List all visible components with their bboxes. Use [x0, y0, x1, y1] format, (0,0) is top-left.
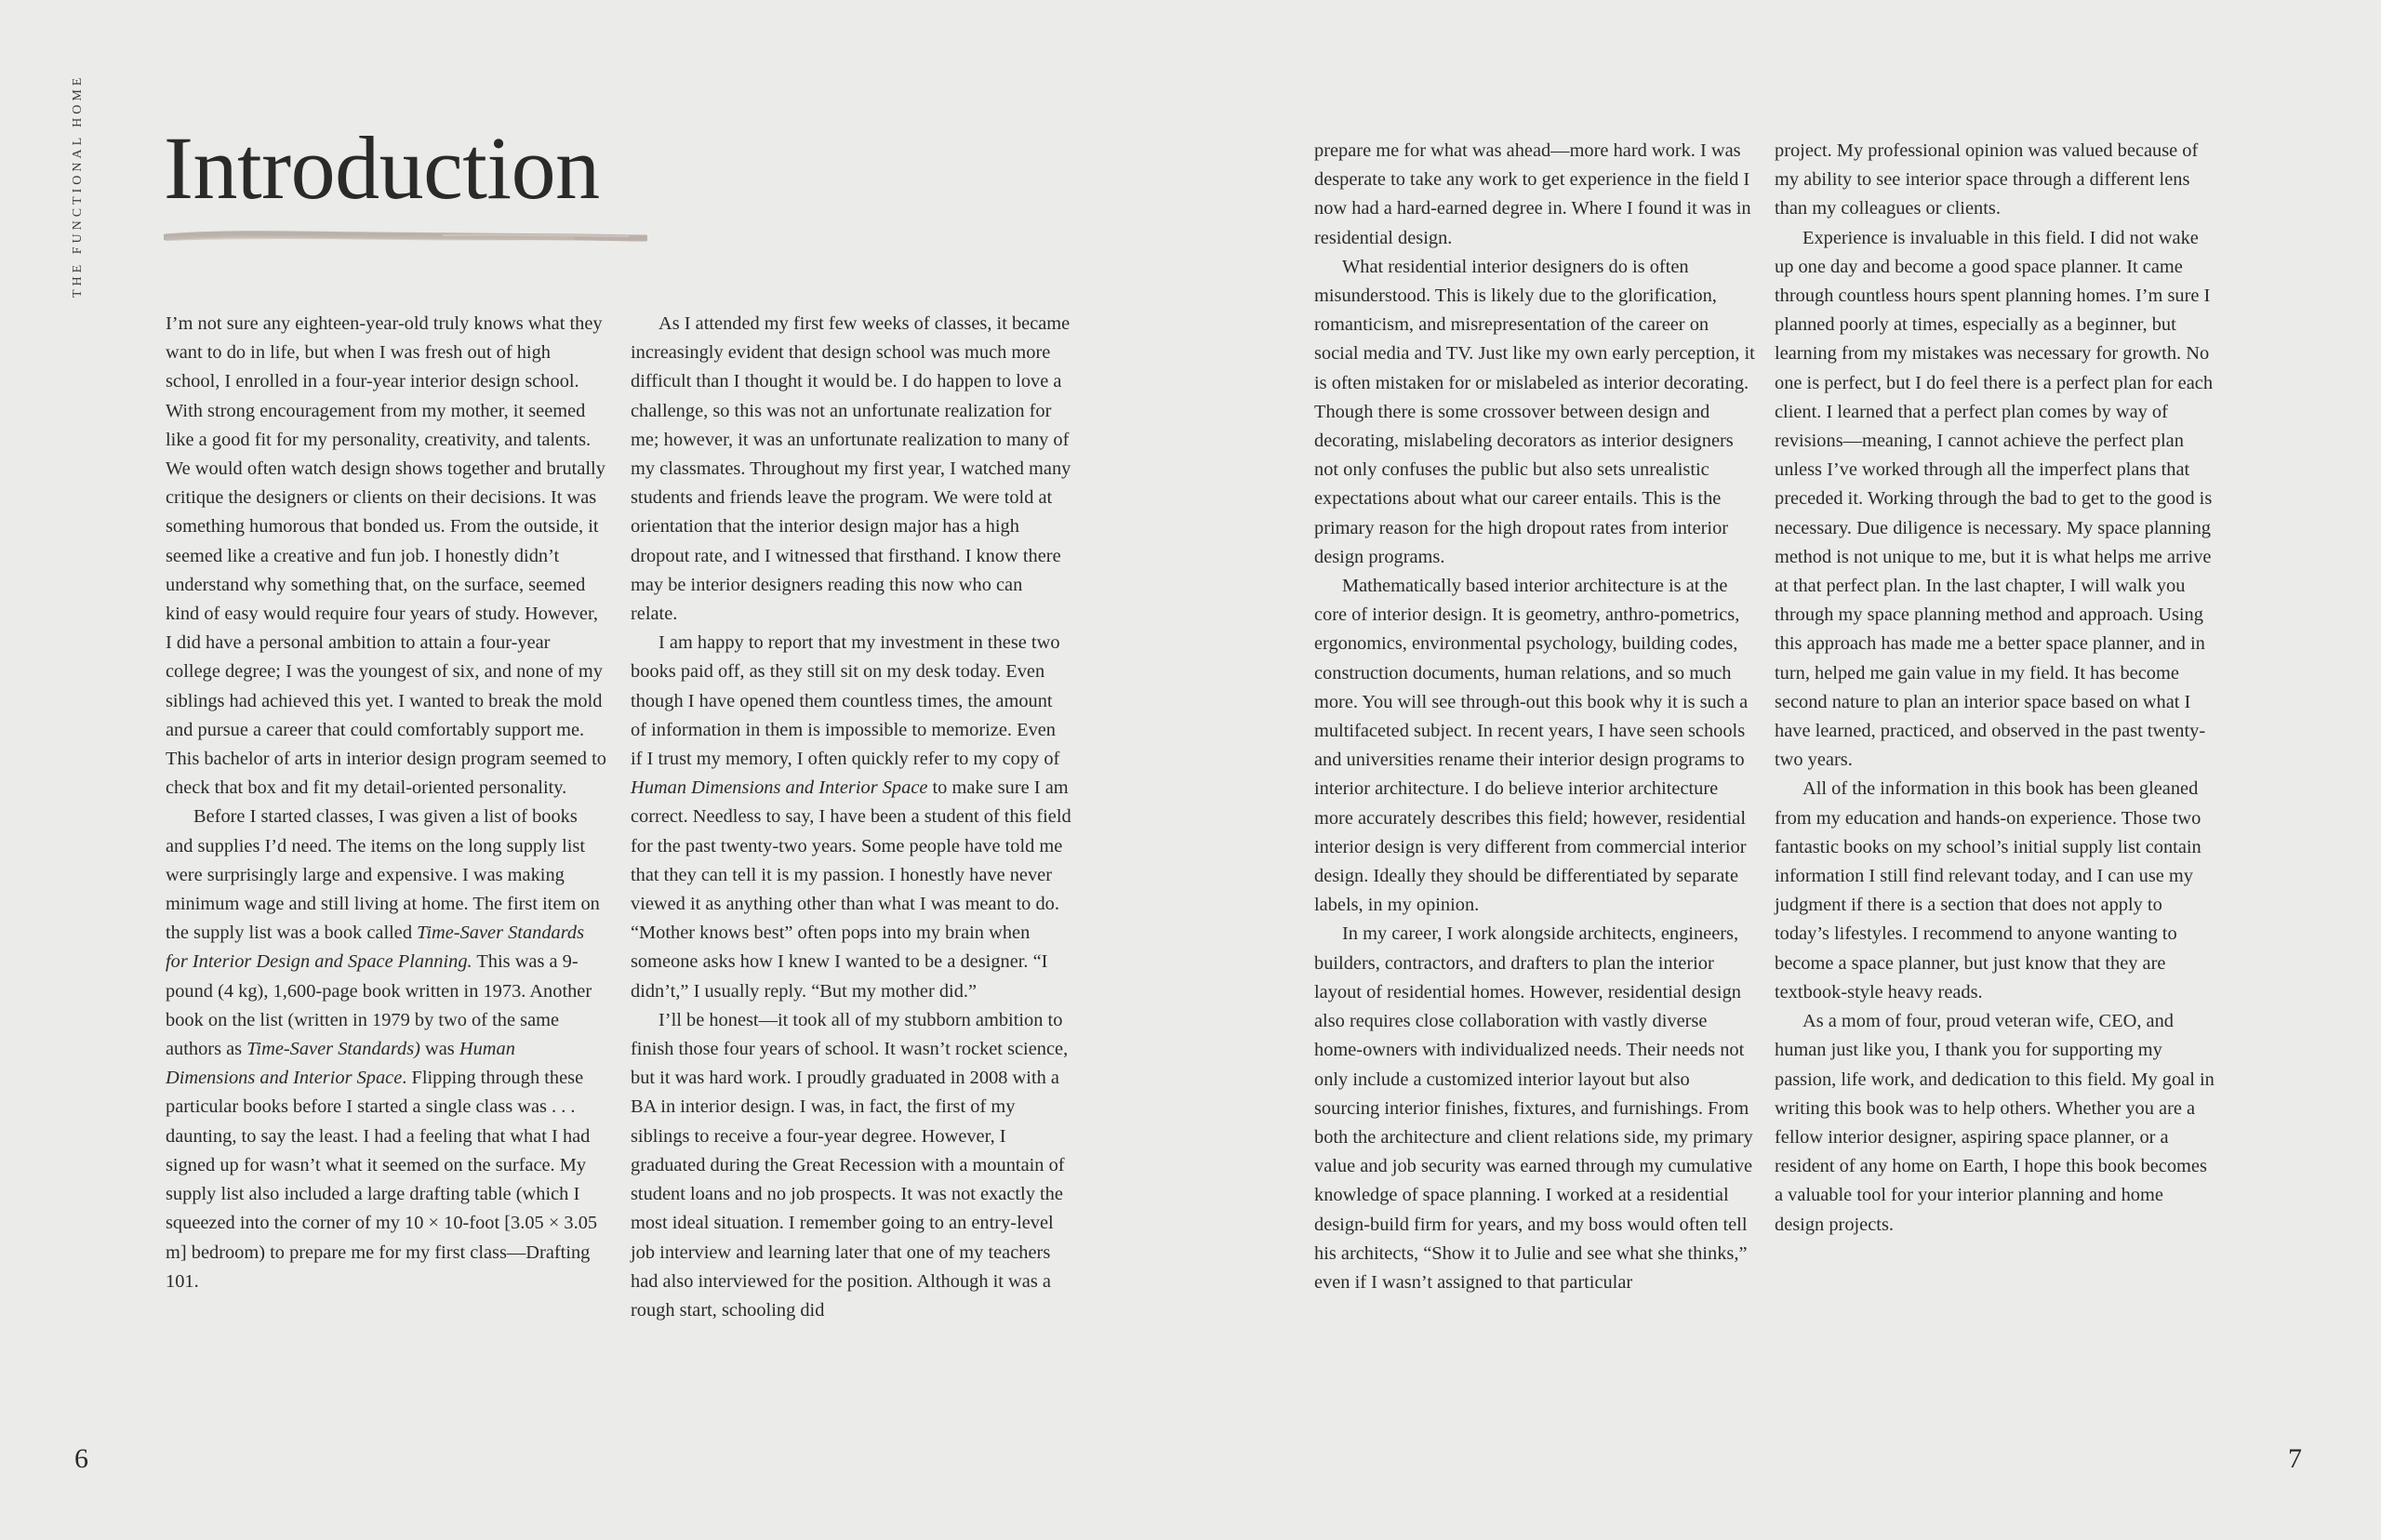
text-column-4 — [1775, 137, 2215, 1240]
text-run: What residential interior designers do is often misunderstood. This is likely due to the glorification, romanticism, and misrepresentation of the career on social media and TV. Just like my own early perception, it is often mistaken for or mislabeled as interior decorating. Though there is some crossover between design and decorating, mislabeling decorators as interior designers not only confuses the public but also sets unrealistic expectations about what our career entails. This is the primary reason for the high dropout rates from interior design programs. — [1314, 256, 1755, 567]
body-paragraph — [166, 803, 606, 1295]
text-run: I’ll be honest—it took all of my stubborn ambition to finish those four years of school. It wasn’t rocket science, but it was hard work. I proudly graduated in 2008 with a BA in interior design. I was, in fact, the first of my siblings to receive a four-year degree. However, I graduated during the Great Recession with a mountain of student loans and no job prospects. It was not exactly the most ideal situation. I remember going to an entry-level job interview and learning later that one of my teachers had also interviewed for the position. Although it was a rough start, schooling did — [631, 1009, 1069, 1321]
text-column-3 — [1314, 137, 1755, 1297]
title-underline-brush-stroke — [164, 227, 647, 247]
body-paragraph — [1314, 253, 1755, 572]
text-column-2 — [631, 310, 1071, 1325]
body-paragraph — [631, 1006, 1071, 1325]
text-run: In my career, I work alongside architects, engineers, builders, contractors, and drafters to plan the interior layout of residential homes. However, residential design also requires close collaboration with vastly diverse home-owners with individualized needs. Their needs not only include a customized interior layout but also sourcing interior finishes, fixtures, and furnishings. From both the architecture and client relations side, my primary value and job security was earned through my cumulative knowledge of space planning. I worked at a residential design-build firm for years, and my boss would often tell his architects, “Show it to Julie and see what she thinks,” even if I wasn’t assigned to that particular — [1314, 923, 1753, 1293]
text-run: project. My professional opinion was valued because of my ability to see interior space through a different lens than my colleagues or clients. — [1775, 140, 2199, 219]
body-paragraph — [1314, 137, 1755, 253]
body-paragraph — [1775, 137, 2215, 224]
italic-book-title: Human Dimensions and Interior Space — [166, 1039, 515, 1089]
page-number-right: 7 — [2288, 1443, 2302, 1474]
running-head: THE FUNCTIONAL HOME — [71, 74, 85, 299]
body-paragraph — [1775, 224, 2215, 776]
italic-book-title: Time-Saver Standards) — [246, 1039, 420, 1060]
page-title: Introduction — [164, 118, 600, 218]
text-run: All of the information in this book has been gleaned from my education and hands-on experience. Those two fantastic books on my school’s initial supply list contain information I still find relevant today, and I can use my judgment if there is a section that does not apply to today’s lifestyles. I recommend to anyone wanting to become a space planner, but just know that they are textbook-style heavy reads. — [1775, 778, 2201, 1002]
text-run: As I attended my first few weeks of classes, it became increasingly evident that design school was much more difficult than I thought it would be. I do happen to love a challenge, so this was not an unfortunate realization for me; however, it was an unfortunate realization to many of my classmates. Throughout my first year, I watched many students and friends leave the program. We were told at orientation that the interior design major has a high dropout rate, and I witnessed that firsthand. I know there may be interior designers reading this now who can relate. — [631, 313, 1071, 625]
page-number-left: 6 — [74, 1443, 88, 1474]
text-run: to make sure I am correct. Needless to say, I have been a student of this field for the past twenty-two years. Some people have told me that they can tell it is my passion. I honestly have never viewed it as anything other than what I was meant to do. “Mother knows best” often pops into my brain when someone asks how I knew I wanted to be a designer. “I didn’t,” I usually reply. “But my mother did.” — [631, 777, 1071, 1002]
text-run: Before I started classes, I was given a list of books and supplies I’d need. The items on the long supply list were surprisingly large and expensive. I was making minimum wage and still living at home. The first item on the supply list was a book called — [166, 806, 600, 944]
body-paragraph — [631, 629, 1071, 1006]
italic-book-title: Time-Saver Standards for Interior Design and Space Planning. — [166, 923, 585, 973]
body-paragraph — [1775, 1007, 2215, 1240]
body-paragraph — [1775, 775, 2215, 1007]
body-paragraph — [1314, 572, 1755, 920]
text-run: I’m not sure any eighteen-year-old truly knows what they want to do in life, but when I was fresh out of high school, I enrolled in a four-year interior design school. With strong encouragement from my mother, it seemed like a good fit for my personality, creativity, and talents. We would often watch design shows together and brutally critique the designers or clients on their decisions. It was something humorous that bonded us. From the outside, it seemed like a creative and fun job. I honestly didn’t understand why something that, on the surface, seemed kind of easy would require four years of study. However, I did have a personal ambition to attain a four-year college degree; I was the youngest of six, and none of my siblings had achieved this yet. I wanted to break the mold and pursue a career that could comfortably support me. This bachelor of arts in interior design program seemed to check that box and fit my detail-oriented personality. — [166, 313, 606, 799]
body-paragraph — [166, 310, 606, 803]
text-run: This was a 9-pound (4 kg), 1,600-page book written in 1973. Another book on the list (written in 1979 by two of the same authors as — [166, 951, 592, 1060]
text-run: prepare me for what was ahead—more hard work. I was desperate to take any work to get experience in the field I now had a hard-earned degree in. Where I found it was in residential design. — [1314, 140, 1751, 248]
body-paragraph — [631, 310, 1071, 629]
text-run: Experience is invaluable in this field. I did not wake up one day and become a good space planner. It came through countless hours spent planning homes. I’m sure I planned poorly at times, especially as a beginner, but learning from my mistakes was necessary for growth. No one is perfect, but I do feel there is a perfect plan for each client. I learned that a perfect plan comes by way of revisions—meaning, I cannot achieve the perfect plan unless I’ve worked through all the imperfect plans that preceded it. Working through the bad to get to the good is necessary. Due diligence is necessary. My space planning method is not unique to me, but it is what helps me arrive at that perfect plan. In the last chapter, I will walk you through my space planning method and approach. Using this approach has made me a better space planner, and in turn, helped me gain value in my field. It has become second nature to plan an interior space based on what I have learned, practiced, and observed in the past twenty-two years. — [1775, 227, 2214, 771]
text-run: was — [419, 1039, 459, 1060]
text-run: As a mom of four, proud veteran wife, CEO, and human just like you, I thank you for supporting my passion, life work, and dedication to this field. My goal in writing this book was to help others. Whether you are a fellow interior designer, aspiring space planner, or a resident of any home on Earth, I hope this book becomes a valuable tool for your interior planning and home design projects. — [1775, 1011, 2215, 1235]
text-run: . Flipping through these particular books before I started a single class was . . . daunting, to say the least. I had a feeling that what I had signed up for wasn’t what it seemed on the surface. My supply list also included a large drafting table (which I squeezed into the corner of my 10 × 10-foot [3.05 × 3.05 m] bedroom) to prepare me for my first class—Drafting 101. — [166, 1068, 598, 1292]
body-paragraph — [1314, 920, 1755, 1297]
text-run: I am happy to report that my investment in these two books paid off, as they still sit on my desk today. Even though I have opened them countless times, the amount of information in them is impossible to memorize. Even if I trust my memory, I often quickly refer to my copy of — [631, 632, 1060, 770]
text-column-1 — [166, 310, 606, 1296]
italic-book-title: Human Dimensions and Interior Space — [631, 777, 928, 799]
text-run: Mathematically based interior architecture is at the core of interior design. It is geometry, anthro-pometrics, ergonomics, environmental psychology, building codes, construction documents, human relations, and so much more. You will see through-out this book why it is such a multifaceted subject. In recent years, I have seen schools and universities rename their interior design programs to interior architecture. I do believe interior architecture more accurately describes this field; however, residential interior design is very different from commercial interior design. Ideally they should be differentiated by separate labels, in my opinion. — [1314, 576, 1749, 916]
